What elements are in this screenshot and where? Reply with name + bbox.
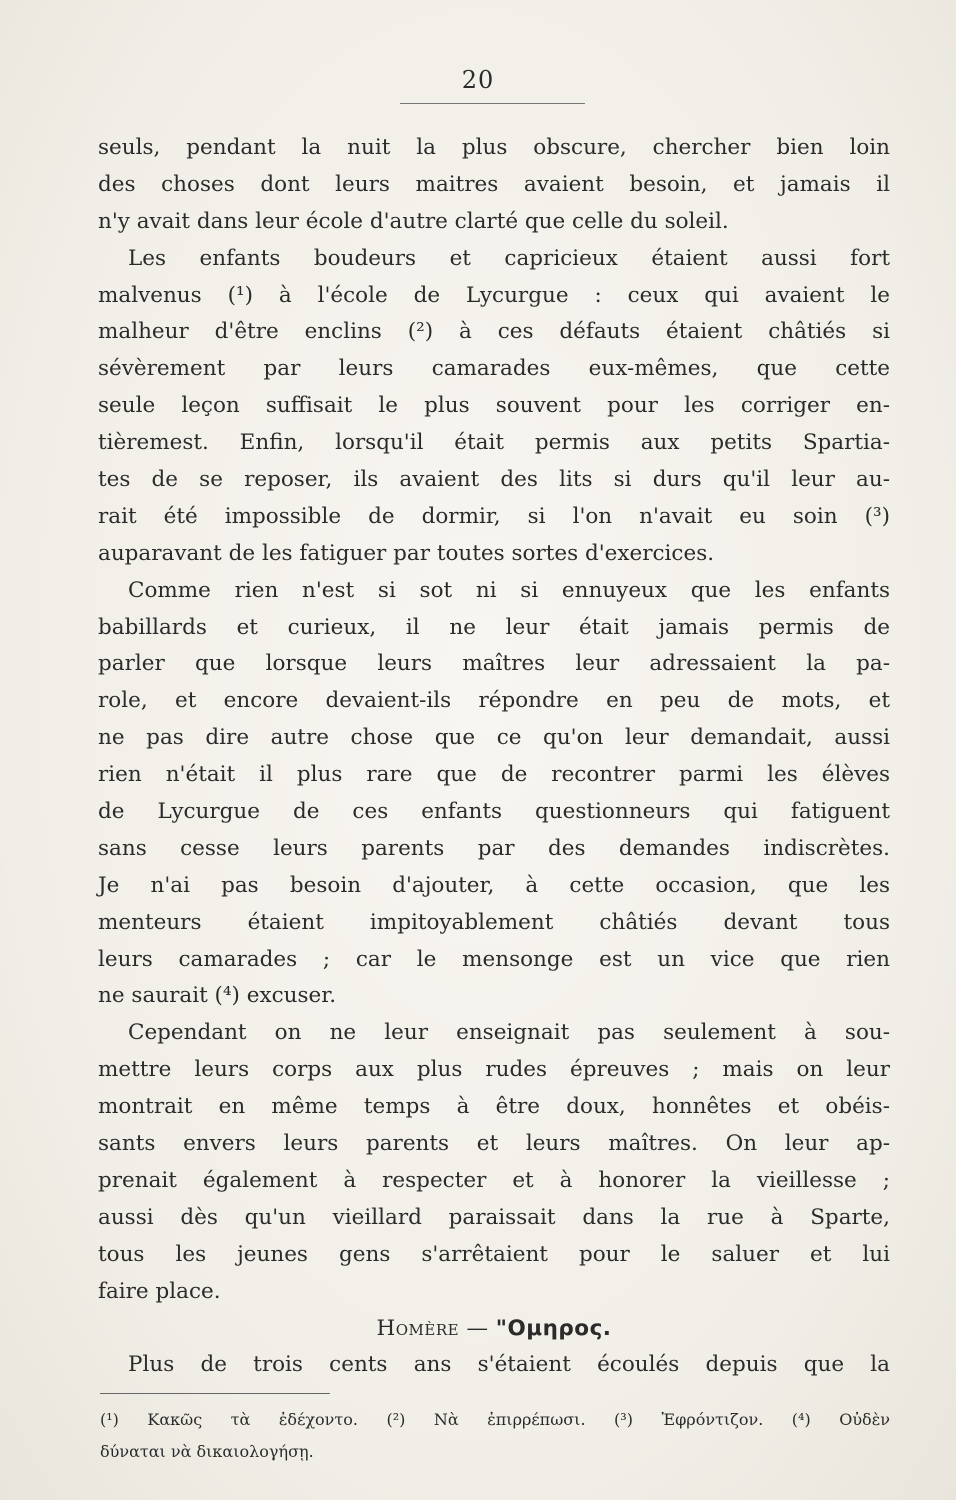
text-line: sévèrement par leurs camarades eux-mêmes, que cette (98, 356, 890, 382)
text-line: Je n'ai pas besoin d'ajouter, à cette occasion, que les (98, 872, 890, 898)
text-line: parler que lorsque leurs maîtres leur adressaient la pa- (98, 651, 890, 677)
header-rule (400, 103, 585, 104)
text-line: sans cesse leurs parents par des demandes indiscrètes. (98, 835, 890, 861)
text-line: tes de se reposer, ils avaient des lits si durs qu'il leur au- (98, 467, 890, 493)
body-text (98, 130, 890, 1384)
text-line: seuls, pendant la nuit la plus obscure, chercher bien loin (98, 135, 890, 160)
text-line: tous les jeunes gens s'arrêtaient pour le saluer et lui (98, 1241, 890, 1267)
footnote-line-2: δύναται νὰ δικαιολογήσῃ. (100, 1442, 314, 1461)
text-line: malvenus (¹) à l'école de Lycurgue : ceux qui avaient le (98, 282, 890, 308)
text-line: leurs camarades ; car le mensonge est un vice que rien (98, 946, 890, 972)
text-line: Les enfants boudeurs et capricieux étaient aussi fort (128, 245, 890, 271)
heading-french: Homère (376, 1315, 460, 1341)
footnote-line-1: (¹) Κακῶς τὰ ἐδέχοντο. (²) Νὰ ἐπιρρέπωσι. (³) Ἐφρόντιζον. (⁴) Οὐδὲν (100, 1410, 890, 1429)
text-line-after-heading: Plus de trois cents ans s'étaient écoulés depuis que la (128, 1352, 890, 1378)
text-line: montrait en même temps à être doux, honnêtes et obéis- (98, 1094, 890, 1120)
section-heading (98, 1311, 890, 1348)
text-line: auparavant de les fatiguer par toutes sortes d'exercices. (98, 540, 715, 566)
text-line: role, et encore devaient-ils répondre en peu de mots, et (98, 688, 890, 714)
text-line: tièremest. Enfin, lorsqu'il était permis aux petits Spartia- (98, 430, 890, 456)
text-line: Cependant on ne leur enseignait pas seulement à sou- (128, 1020, 890, 1046)
text-line: ne pas dire autre chose que ce qu'on leur demandait, aussi (98, 725, 890, 751)
text-line: des choses dont leurs maitres avaient besoin, et jamais il (98, 171, 890, 197)
text-line: de Lycurgue de ces enfants questionneurs qui fatiguent (98, 799, 890, 825)
text-line: menteurs étaient impitoyablement châtiés devant tous (98, 909, 890, 935)
text-line: faire place. (98, 1278, 221, 1304)
text-line: sants envers leurs parents et leurs maîtres. On leur ap- (98, 1131, 890, 1157)
text-line: ne saurait (⁴) excuser. (98, 983, 337, 1009)
paragraph-lines (98, 130, 890, 1311)
heading-greek: "Ομηρος. (495, 1315, 612, 1341)
text-line: Comme rien n'est si sot ni si ennuyeux que les enfants (128, 577, 890, 603)
text-line: prenait également à respecter et à honorer la vieillesse ; (98, 1167, 890, 1193)
text-line: mettre leurs corps aux plus rudes épreuves ; mais on leur (98, 1057, 890, 1083)
text-line: rien n'était il plus rare que de recontrer parmi les élèves (98, 762, 890, 788)
footnotes (100, 1404, 890, 1468)
text-line: aussi dès qu'un vieillard paraissait dans la rue à Sparte, (98, 1204, 890, 1230)
text-line: babillards et curieux, il ne leur était jamais permis de (98, 614, 890, 640)
heading-separator: — (466, 1315, 489, 1341)
text-line: rait été impossible de dormir, si l'on n'avait eu soin (³) (98, 503, 890, 529)
text-line: malheur d'être enclins (²) à ces défauts étaient châtiés si (98, 319, 890, 345)
page-number: 20 (461, 66, 495, 94)
text-line: n'y avait dans leur école d'autre clarté que celle du soleil. (98, 208, 729, 234)
text-line: seule leçon suffisait le plus souvent pour les corriger en- (98, 393, 890, 419)
footnote-rule (100, 1393, 330, 1394)
